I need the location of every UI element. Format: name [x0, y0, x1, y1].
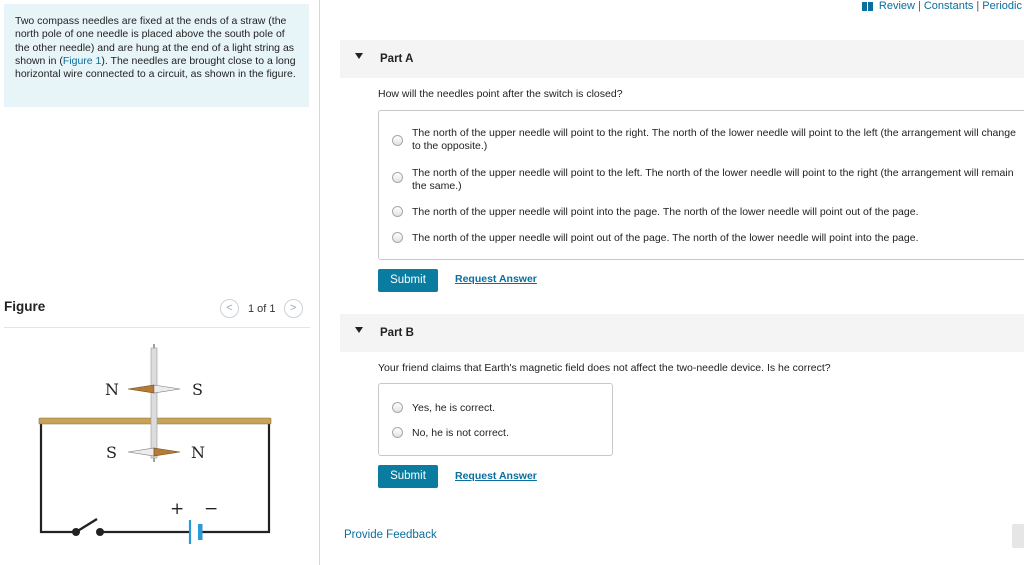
option-text: The north of the upper needle will point to the left. The north of the lower needle will point to the right (the arrangement will remain the same.) [412, 167, 1014, 192]
pager-text: 1 of 1 [248, 302, 276, 315]
part-a-submit-button[interactable]: Submit [378, 269, 438, 292]
left-panel [0, 0, 320, 565]
part-a-question: How will the needles point after the switch is closed? [378, 88, 623, 100]
circuit-figure [20, 338, 300, 560]
switch-contact-right [96, 528, 104, 536]
radio-button[interactable] [392, 427, 403, 438]
provide-feedback-link[interactable]: Provide Feedback [344, 529, 437, 541]
link-separator: | [918, 0, 921, 12]
corner-scroll-button[interactable] [1012, 524, 1024, 548]
collapse-triangle-icon[interactable] [355, 327, 363, 333]
option-text: The north of the upper needle will point to the right. The north of the lower needle will point to the left (the arrangement will change to the opposite.) [412, 127, 1016, 152]
collapse-triangle-icon[interactable] [355, 53, 363, 59]
option-text: No, he is not correct. [412, 427, 509, 439]
periodic-link[interactable]: Periodic [982, 0, 1022, 12]
upper-needle-south [154, 385, 180, 393]
part-b-header[interactable] [340, 314, 1024, 352]
intro-text-end: ). The needles are brought close to a long horizontal wire connected to a circuit, as shown in the figure. [15, 54, 296, 81]
upper-needle-north [128, 385, 154, 393]
part-b-submit-button[interactable]: Submit [378, 465, 438, 488]
radio-button[interactable] [392, 232, 403, 243]
part-b-request-answer-link[interactable]: Request Answer [455, 470, 537, 482]
battery-plus-label: + [170, 499, 185, 519]
book-icon [862, 2, 873, 11]
next-figure-button[interactable]: > [284, 299, 303, 318]
upper-needle-n-label: N [105, 380, 119, 399]
straw-body [151, 348, 157, 458]
option-text: The north of the upper needle will point into the page. The north of the lower needle will point out of the page. [412, 206, 919, 218]
part-b-label: Part B [380, 327, 414, 339]
battery-short-plate [198, 524, 203, 540]
problem-intro [4, 4, 309, 107]
figure-header [4, 296, 310, 328]
lower-needle-s-label: S [106, 443, 117, 462]
figure-link[interactable]: Figure 1 [62, 54, 102, 67]
constants-link[interactable]: Constants [923, 0, 974, 12]
circuit-diagram [20, 338, 300, 560]
radio-button[interactable] [392, 206, 403, 217]
intro-text: Two compass needles are fixed at the ends of a straw (the north pole of one needle is placed above the south pole of the other needle) and are hung at the end of a light string as shown in ( [15, 15, 295, 67]
upper-needle-s-label: S [192, 380, 203, 399]
radio-button[interactable] [392, 172, 403, 183]
battery-minus-label: − [204, 499, 219, 519]
radio-button[interactable] [392, 135, 403, 146]
option-text: Yes, he is correct. [412, 402, 496, 414]
switch-lever [76, 519, 97, 532]
lower-needle-north [154, 448, 180, 456]
part-a-label: Part A [380, 53, 414, 65]
prev-figure-button[interactable]: < [220, 299, 239, 318]
top-links [862, 0, 1022, 12]
circuit-wire-left [41, 424, 76, 532]
part-b-question: Your friend claims that Earth's magnetic field does not affect the two-needle device. Is he correct? [378, 362, 831, 374]
figure-title: Figure [4, 299, 46, 314]
lower-needle-south [128, 448, 154, 456]
link-separator: | [976, 0, 980, 12]
part-a-options [378, 110, 1024, 260]
radio-button[interactable] [392, 402, 403, 413]
lower-needle-n-label: N [191, 443, 205, 462]
option-text: The north of the upper needle will point out of the page. The north of the lower needle will point into the page. [412, 232, 919, 244]
part-b-options [378, 383, 613, 456]
figure-pager [220, 299, 303, 318]
part-a-header[interactable] [340, 40, 1024, 78]
part-a-request-answer-link[interactable]: Request Answer [455, 273, 537, 285]
review-link[interactable]: Review [878, 0, 915, 12]
